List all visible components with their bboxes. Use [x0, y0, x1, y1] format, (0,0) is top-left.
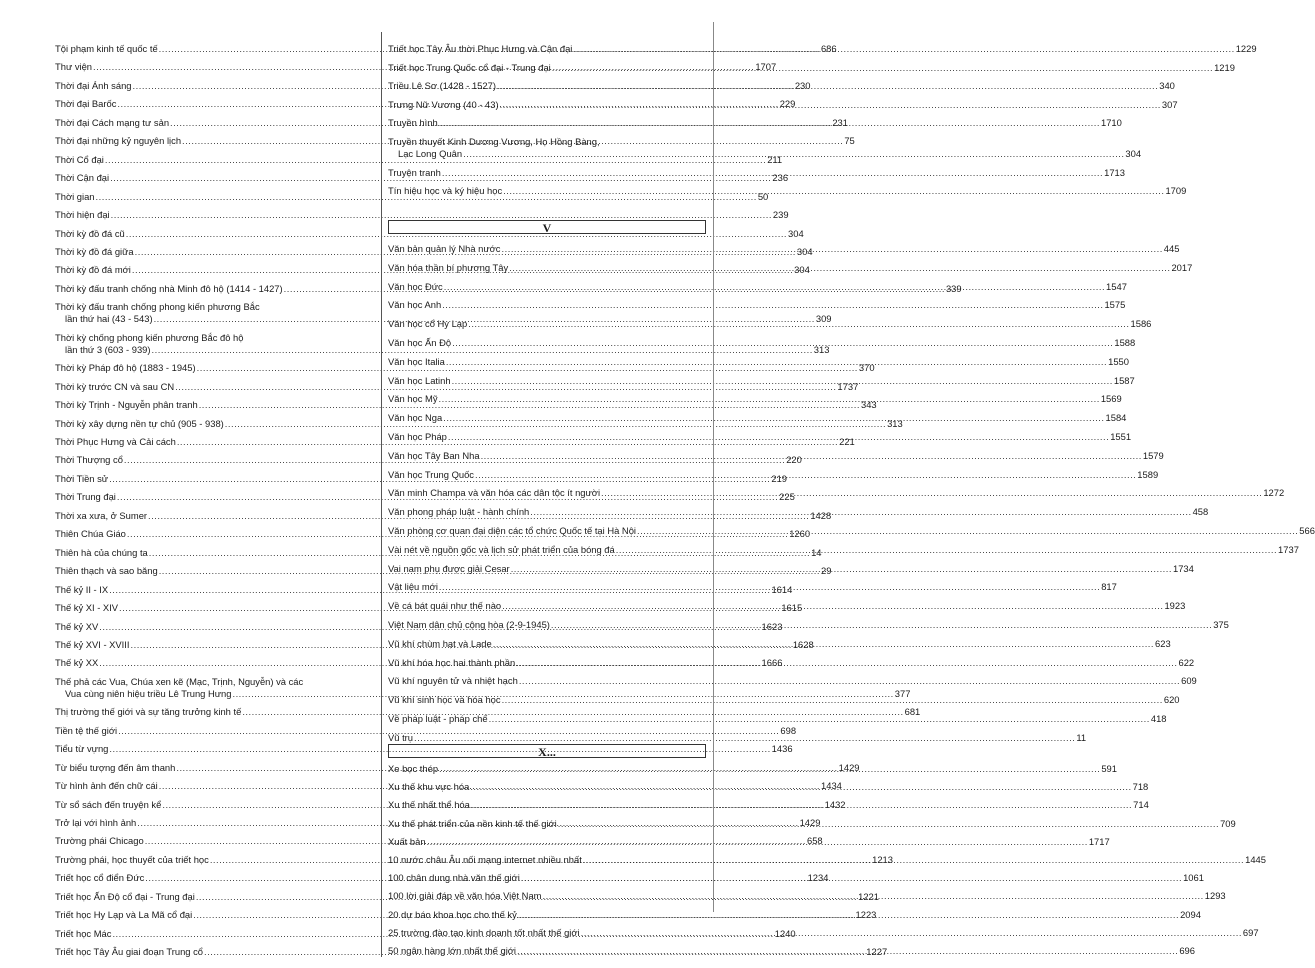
index-entry-page: 1445 — [1245, 854, 1266, 865]
index-entry-title: Thế kỷ XI - XIV — [55, 602, 119, 614]
leader-dots — [442, 167, 1103, 179]
leader-dots — [471, 799, 1132, 811]
index-entry-page: 221 — [839, 436, 855, 447]
index-entry-page: 1575 — [1104, 299, 1126, 311]
leader-dots — [439, 117, 1100, 129]
index-entry-page: 211 — [767, 153, 783, 165]
index-entry-page: 623 — [1155, 637, 1171, 649]
leader-dots — [502, 600, 1163, 612]
index-entry-title: Văn minh Champa và văn hóa các dân tộc ít người — [388, 487, 601, 499]
index-entry-page: 1547 — [1106, 280, 1127, 292]
leader-dots — [489, 713, 1150, 725]
index-entry-title: Văn học Pháp — [388, 431, 447, 442]
index-entry-page: 220 — [786, 454, 802, 466]
index-entry-page: 681 — [904, 706, 921, 718]
index-entry-title: Trường phái Chicago — [55, 835, 144, 847]
index-entry-page: 658 — [806, 835, 823, 847]
index-entry-line — [388, 675, 1197, 687]
index-entry-title: Thời kỳ Pháp đô hộ (1883 - 1945) — [55, 362, 196, 374]
page-edge-line — [713, 22, 714, 912]
index-entry-title: Truyền hình — [388, 117, 438, 129]
index-entry-page: 2094 — [1180, 908, 1201, 920]
leader-dots — [442, 299, 1103, 311]
index-entry — [55, 362, 875, 374]
leader-dots — [583, 854, 1244, 866]
index-entry-page: 696 — [1179, 945, 1195, 956]
index-entry-title: Thư viện — [55, 61, 93, 73]
index-entry-page: 686 — [820, 43, 837, 54]
index-entry-page: 817 — [1101, 581, 1117, 593]
index-entry-title: Trưng Nữ Vương (40 - 43) — [388, 98, 499, 110]
index-entry-title: Vũ khí sinh học và hóa học — [388, 694, 501, 706]
index-entry-page: 697 — [1242, 926, 1259, 938]
index-entry-title: Thế kỷ XV — [55, 620, 99, 632]
index-entry — [388, 694, 1180, 706]
index-entry-page: 375 — [1213, 619, 1229, 630]
index-entry-page: 231 — [832, 116, 848, 128]
index-entry-page: 343 — [860, 399, 877, 411]
index-entry-title: Tiểu từ vựng — [55, 743, 109, 755]
index-entry-page: 1584 — [1105, 412, 1127, 424]
index-entry-page: 1434 — [821, 780, 842, 792]
index-entry-title: Từ biểu tượng đến âm thanh — [55, 761, 176, 773]
index-entry-page: 313 — [887, 417, 903, 429]
index-entry-title: Từ hình ảnh đến chữ cái — [55, 780, 158, 792]
index-entry-title: Văn học Ấn Độ — [388, 337, 452, 348]
index-entry-page: 236 — [772, 172, 789, 184]
index-entry-page: 1429 — [799, 817, 821, 828]
leader-dots — [521, 872, 1182, 884]
index-entry-title: 20 dự báo khoa học cho thế kỷ — [388, 908, 517, 920]
index-entry-page: 1614 — [771, 583, 793, 595]
index-entry-title: Triết học Trung Quốc cổ đại - Trung đại — [388, 61, 551, 73]
index-entry-page: 718 — [1132, 781, 1149, 793]
index-entry-title: Thời kỳ đồ đá cũ — [55, 227, 125, 239]
index-entry-title: Vũ khí nguyên tử và nhiệt hạch — [388, 675, 518, 687]
index-entry-title: Truyền thuyết Kinh Dương Vương, Họ Hồng Bàng, — [388, 136, 600, 147]
index-entry-title: Thời Cổ đại — [55, 153, 104, 165]
index-entry-title: Thời kỳ đồ đá mới — [55, 264, 131, 276]
index-entry — [388, 713, 1167, 725]
index-entry-line — [55, 743, 793, 755]
index-entry-title: Thiên thạch và sao băng — [55, 565, 158, 577]
index-entry — [55, 706, 921, 718]
index-entry-page: 225 — [779, 491, 795, 503]
leader-dots — [493, 638, 1154, 650]
index-entry-page: 307 — [1161, 98, 1178, 110]
column-divider — [381, 32, 382, 957]
index-entry-page: 1623 — [761, 620, 783, 632]
index-entry-title: Thời đại Ánh sáng — [55, 79, 132, 91]
leader-dots — [448, 431, 1109, 443]
index-entry-title: Về pháp luật - pháp chế — [388, 713, 488, 724]
index-entry-title: Thời kỳ chống phong kiến phương Bắc đô hộ — [55, 331, 244, 343]
index-entry-page: 1710 — [1100, 117, 1122, 129]
index-entry-page: 1737 — [837, 380, 859, 392]
index-entry-page: 1734 — [1172, 562, 1194, 574]
index-entry-page: 304 — [788, 227, 804, 239]
leader-dots — [500, 99, 1161, 111]
index-entry-title: Vài nét về nguồn gốc và lịch sử phát triển của bóng đá — [388, 543, 615, 555]
index-entry-title: Văn hóa thần bí phương Tây — [388, 261, 509, 273]
index-entry-page: 1615 — [781, 602, 803, 614]
index-entry-title-continued: lần thứ 3 (603 - 939) — [65, 343, 151, 355]
leader-dots — [463, 148, 1124, 160]
index-entry-title: Triều Lê Sơ (1428 - 1527) — [388, 80, 496, 92]
index-entry-page: 239 — [772, 209, 789, 221]
index-entry-page: 11 — [1076, 731, 1087, 743]
leader-dots — [509, 262, 1170, 274]
index-entry-title: Thiên Chúa Giáo — [55, 528, 126, 540]
index-entry — [388, 299, 1126, 311]
leader-dots — [446, 356, 1107, 368]
leader-dots — [542, 890, 1203, 902]
leader-dots — [439, 393, 1100, 405]
index-entry-page: 1213 — [872, 853, 893, 865]
index-entry-page: 340 — [1159, 80, 1175, 92]
index-entry-line — [55, 332, 368, 344]
leader-dots — [439, 581, 1100, 593]
index-entry-title: Triết học Tây Âu giai đoạn Trung cổ — [55, 946, 203, 958]
section-heading-x: X... — [388, 744, 706, 758]
leader-dots — [502, 694, 1163, 706]
index-entry-page: 709 — [1220, 817, 1236, 829]
leader-dots — [427, 836, 1088, 848]
index-entry-title: Văn học Latinh — [388, 374, 451, 386]
index-entry-title: Tội phạm kinh tế quốc tế — [55, 43, 158, 54]
index-entry-page: 309 — [815, 313, 832, 325]
index-entry-title: Xu thế khu vực hóa — [388, 781, 470, 793]
section-heading-v: V — [388, 220, 706, 234]
index-entry-page: 2017 — [1171, 261, 1193, 273]
index-entry-page: 1550 — [1108, 355, 1129, 367]
index-entry-title: Thời Tiền sử — [55, 472, 109, 484]
index-entry-line — [55, 343, 830, 356]
leader-dots — [517, 945, 1178, 957]
index-entry-title: Truyện tranh — [388, 166, 441, 178]
leader-dots — [511, 563, 1172, 575]
leader-dots — [475, 469, 1136, 481]
index-entry-title: 100 chân dung nhà văn thế giới — [388, 872, 520, 884]
index-entry-title: Văn học Nga — [388, 412, 443, 424]
index-entry-page: 1589 — [1137, 468, 1159, 480]
index-entry-page: 714 — [1133, 799, 1149, 811]
index-entry-line — [55, 362, 875, 374]
index-entry-title: Văn học Trung Quốc — [388, 468, 474, 480]
index-entry-title: Xuất bản — [388, 835, 426, 847]
index-entry-page: 1569 — [1100, 393, 1122, 405]
leader-dots — [581, 927, 1242, 939]
index-entry-page: 377 — [894, 687, 911, 699]
index-entry-title: Văn học Italia — [388, 355, 445, 367]
index-entry-title: Thời kỳ đấu tranh chống nhà Minh đô hộ (1414 - 1427) — [55, 282, 283, 294]
index-entry-title: Văn phong pháp luật - hành chính — [388, 506, 530, 518]
index-entry-title: Vũ khí hóa học hai thành phần — [388, 656, 516, 668]
index-entry-title-continued: lần thứ hai (43 - 543) — [65, 313, 153, 325]
index-entry-page: 1666 — [761, 657, 783, 669]
index-entry-page: 1429 — [838, 761, 860, 773]
index-entry-page: 591 — [1101, 763, 1117, 774]
index-entry-page: 1579 — [1142, 449, 1164, 461]
leader-dots — [481, 450, 1142, 462]
index-entry-page: 1586 — [1130, 318, 1152, 330]
index-entry-page: 566 — [1299, 525, 1315, 536]
index-entry-title: Văn phòng cơ quan đại diện các tổ chức Quốc tế tại Hà Nội — [388, 525, 636, 536]
index-entry-title: Văn bản quản lý Nhà nước — [388, 243, 501, 254]
index-entry-title: Thời Thượng cổ — [55, 454, 123, 466]
index-entry-page: 1428 — [810, 509, 832, 521]
index-entry-title: Thị trường thế giới và sự tăng trưởng kinh tế — [55, 706, 242, 718]
index-entry-title: Văn học Đức — [388, 280, 443, 292]
leader-dots — [452, 337, 1113, 349]
index-entry-title: Vật liệu mới — [388, 581, 438, 593]
index-entry-page: 304 — [1125, 148, 1142, 159]
leader-dots — [637, 525, 1298, 537]
index-entry-title: Thế kỷ II - IX — [55, 583, 109, 595]
index-entry-line — [55, 706, 921, 718]
index-entry-title: Xu thế phát triển của nền kinh tế thế giới — [388, 817, 557, 829]
index-entry-page: 1219 — [1214, 61, 1235, 73]
index-entry-page: 370 — [858, 362, 875, 374]
index-entry-page: 1223 — [855, 909, 877, 921]
leader-dots — [414, 732, 1075, 744]
index-entry-page: 620 — [1163, 694, 1180, 706]
index-entry-page: 1229 — [1235, 43, 1257, 54]
index-entry-page: 445 — [1163, 243, 1180, 254]
index-entry-page: 418 — [1150, 713, 1167, 724]
leader-dots — [503, 185, 1164, 197]
index-entry-line — [388, 299, 1126, 311]
index-entry-title: Văn học cổ Hy Lạp — [388, 318, 468, 330]
index-entry-page: 304 — [796, 245, 813, 257]
leader-dots — [518, 909, 1179, 921]
index-entry-page: 1240 — [774, 927, 796, 939]
index-entry-page: 622 — [1178, 656, 1195, 668]
index-entry-title: Triết học Mác — [55, 927, 112, 939]
index-entry-title: Thời kỳ Trịnh - Nguyễn phân tranh — [55, 399, 198, 411]
index-entry-page: 1737 — [1278, 543, 1299, 555]
index-entry-title: Về cá bát quái như thế nào — [388, 600, 502, 612]
index-entry-title: Trường phái, học thuyết của triết học — [55, 853, 209, 865]
index-entry-title: Triết học Tây Âu thời Phục Hưng và Cận đại — [388, 43, 573, 54]
index-entry-page: 458 — [1192, 506, 1209, 518]
index-entry-page: 1227 — [866, 946, 888, 958]
index-entry-page: 1707 — [755, 61, 777, 73]
index-entry-page: 1551 — [1110, 431, 1132, 442]
leader-dots — [530, 506, 1191, 518]
leader-dots — [502, 243, 1163, 255]
index-entry-line — [388, 731, 1087, 744]
index-entry-line — [388, 713, 1167, 725]
leader-dots — [616, 544, 1277, 556]
index-entry-title: Triết học Ấn Độ cổ đại - Trung đại — [55, 890, 195, 902]
index-entry-title: Thời đại Cách mạng tư sản — [55, 116, 170, 128]
leader-dots — [558, 818, 1219, 830]
index-entry-page: 339 — [945, 282, 962, 294]
leader-dots — [601, 487, 1262, 499]
index-entry-title: Xe bọc thép — [388, 763, 439, 774]
index-entry-title: Thời Trung đại — [55, 491, 116, 503]
index-entry — [55, 227, 804, 240]
index-entry-title: Thời kỳ xây dựng nền tự chủ (905 - 938) — [55, 417, 224, 429]
leader-dots — [443, 412, 1104, 424]
index-entry-title: Thế kỷ XX — [55, 657, 99, 669]
index-entry-title: Thời hiện đại — [55, 209, 110, 221]
index-entry-title: Thời Phục Hưng và Cải cách — [55, 436, 176, 447]
index-entry-title: Thời xa xưa, ở Sumer — [55, 509, 148, 521]
index-entry-title: Thời Cận đại — [55, 172, 110, 184]
index-entry-title: 50 ngân hàng lớn nhất thế giới — [388, 945, 517, 956]
index-entry-title: Xu thế nhất thể hóa — [388, 799, 470, 811]
index-entry — [388, 731, 1087, 744]
index-entry-title: Văn học Anh — [388, 299, 442, 311]
index-entry-title: Thời gian — [55, 190, 95, 202]
leader-dots — [516, 657, 1177, 669]
leader-dots — [519, 675, 1180, 687]
index-entry-page: 229 — [779, 98, 796, 110]
index-entry-title: Vũ khí chùm hạt và Lade — [388, 637, 492, 649]
index-entry-title: Thiên hà của chúng ta — [55, 546, 148, 558]
index-entry-line — [55, 301, 368, 313]
index-entry-title: Thời kỳ đấu tranh chống phong kiến phương Bắc — [55, 301, 260, 313]
index-entry-title: Vai nam phụ được giải Cesar — [388, 562, 510, 574]
leader-dots — [470, 781, 1131, 793]
index-entry-page: 1221 — [858, 890, 879, 902]
index-entry-title: Văn học Mỹ — [388, 393, 438, 405]
index-entry-page: 1234 — [807, 872, 829, 884]
index-entry-line — [388, 136, 706, 148]
index-entry-page: 1587 — [1113, 374, 1135, 386]
leader-dots — [444, 281, 1105, 293]
index-entry-line — [55, 676, 368, 688]
index-entry-page: 304 — [794, 264, 810, 276]
index-entry-page: 29 — [820, 565, 832, 577]
leader-dots — [497, 80, 1158, 92]
index-entry-title: Việt Nam dân chủ cộng hòa (2-9-1945) — [388, 619, 550, 630]
index-entry-page: 1260 — [789, 528, 811, 540]
index-entry-page: 230 — [794, 79, 811, 91]
index-entry-title: Triết học Hy Lạp và La Mã cổ đại — [55, 909, 193, 921]
index-entry-page: 1588 — [1114, 337, 1136, 348]
index-entry-title: Thời kỳ đồ đá giữa — [55, 245, 134, 257]
index-entry-page: 609 — [1181, 675, 1197, 687]
index-entry-title: 10 nước châu Âu nối mạng internet nhiều nhất — [388, 854, 582, 865]
leader-dots — [439, 763, 1100, 775]
index-entry-title-continued: Vua cùng niên hiệu triều Lê Trung Hưng — [65, 687, 232, 699]
index-entry-page: 75 — [844, 135, 855, 147]
index-entry-line — [388, 694, 1180, 706]
index-entry-line — [55, 209, 789, 221]
index-entry — [55, 209, 789, 221]
index-entry-page: 1272 — [1263, 487, 1285, 499]
index-entry-title-continued: Lạc Long Quân — [398, 148, 463, 159]
index-entry-title: 100 lời giải đáp về văn hóa Việt Nam — [388, 890, 542, 902]
index-entry-title: Thế kỷ XVI - XVIII — [55, 638, 130, 650]
leader-dots — [452, 375, 1113, 387]
index-entry — [388, 675, 1197, 687]
index-entry — [55, 743, 793, 755]
index-entry-title: Thời đại Barốc — [55, 98, 117, 110]
index-entry-title: Văn học Tây Ban Nha — [388, 449, 480, 461]
index-entry-page: 14 — [811, 546, 822, 558]
index-entry-title: Thời kỳ trước CN và sau CN — [55, 380, 175, 392]
leader-dots — [551, 619, 1212, 631]
index-entry-title: Tiền tệ thế giới — [55, 724, 118, 736]
index-entry-line — [55, 227, 804, 240]
index-entry-page: 1293 — [1204, 890, 1226, 902]
index-entry-title: Triết học cổ điển Đức — [55, 872, 145, 884]
index-entry-page: 313 — [813, 343, 830, 355]
index-entry-title: Trở lại với hình ảnh — [55, 817, 137, 828]
index-entry-title: Thế phả các Vua, Chúa xen kẽ (Mạc, Trịnh, Nguyễn) và các — [55, 675, 304, 687]
index-entry-page: 50 — [757, 190, 769, 202]
leader-dots — [552, 62, 1213, 74]
index-entry-page: 1709 — [1165, 185, 1187, 197]
index-entry-page: 219 — [771, 472, 788, 484]
index-entry-page: 1923 — [1164, 600, 1186, 612]
index-entry-page: 1717 — [1088, 835, 1110, 847]
index-entry-page: 1628 — [792, 638, 814, 650]
index-entry-page: 1061 — [1183, 872, 1204, 884]
index-entry-page: 698 — [780, 724, 797, 736]
index-entry-title: 25 trường đào tạo kinh doanh tốt nhất thế giới — [388, 926, 580, 938]
index-entry-page: 1432 — [824, 798, 846, 810]
leader-dots — [468, 318, 1129, 330]
index-entry-title: Vũ trụ — [388, 731, 414, 743]
index-entry-page: 1713 — [1104, 166, 1125, 178]
index-entry-title: Tín hiệu học và ký hiệu học — [388, 185, 503, 197]
index-entry-title: Thời đại những kỷ nguyên lịch — [55, 135, 182, 147]
index-entry-page: 1436 — [771, 743, 793, 755]
leader-dots — [573, 43, 1234, 55]
index-entry-title: Từ sổ sách đến truyện kể — [55, 798, 162, 810]
